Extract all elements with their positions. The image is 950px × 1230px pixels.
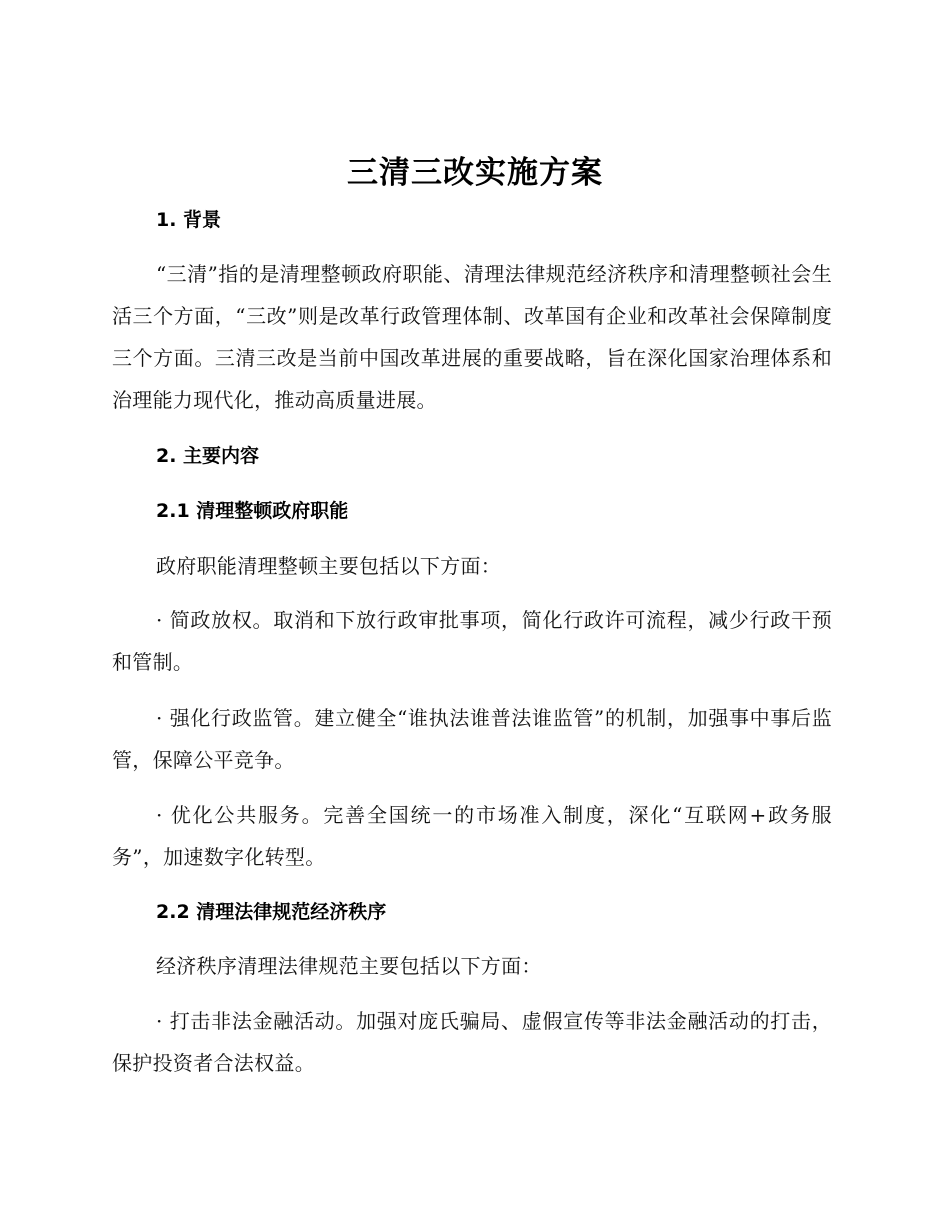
government-item-2: · 强化行政监管。建立健全“谁执法谁普法谁监管”的机制，加强事中事后监管，保障公平竞争。 xyxy=(112,706,832,772)
economic-intro: 经济秩序清理法律规范主要包括以下方面： xyxy=(156,954,542,978)
section-heading-background: 1. 背景 xyxy=(156,209,222,231)
section-heading-government: 2.1 清理整顿政府职能 xyxy=(156,500,349,522)
government-item-3: · 优化公共服务。完善全国统一的市场准入制度，深化“互联网+政务服务”，加速数字化转型。 xyxy=(112,803,832,869)
government-item-1: · 简政放权。取消和下放行政审批事项，简化行政许可流程，减少行政干预和管制。 xyxy=(112,608,832,674)
economic-item-1: · 打击非法金融活动。加强对庞氏骗局、虚假宣传等非法金融活动的打击，保护投资者合法权益。 xyxy=(112,1009,832,1075)
section-heading-economic: 2.2 清理法律规范经济秩序 xyxy=(156,901,387,923)
government-intro: 政府职能清理整顿主要包括以下方面： xyxy=(156,554,502,578)
section-heading-main-content: 2. 主要内容 xyxy=(156,445,260,467)
document-title: 三清三改实施方案 xyxy=(347,155,603,191)
background-paragraph: “三清”指的是清理整顿政府职能、清理法律规范经济秩序和清理整顿社会生活三个方面，“三改”则是改革行政管理体制、改革国有企业和改革社会保障制度三个方面。三清三改是当前中国改革进展的重要战略，旨在深化国家治理体系和治理能力现代化，推动高质量进展。 xyxy=(112,262,832,412)
